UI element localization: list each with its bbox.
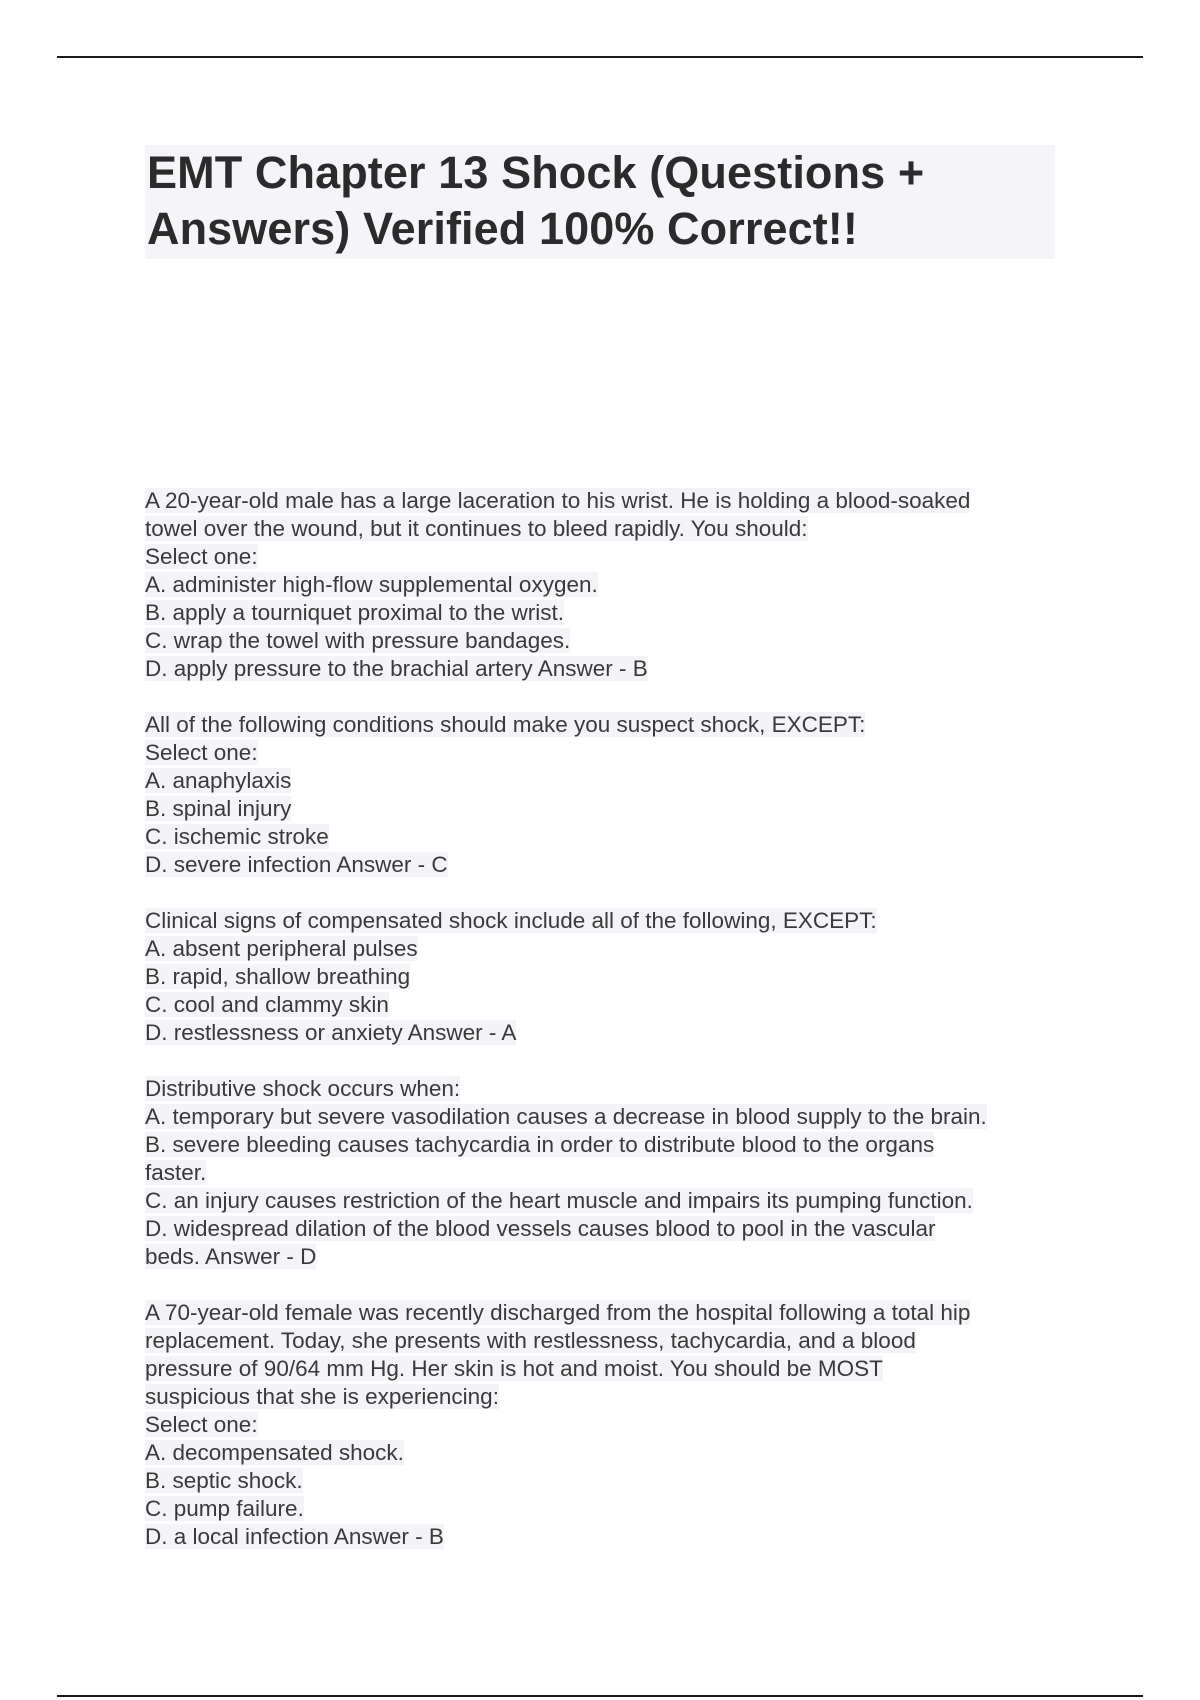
question-text-line: [145, 739, 1055, 767]
question-block: [145, 711, 1055, 879]
question-text: replacement. Today, she presents with restlessness, tachycardia, and a blood: [145, 1328, 916, 1353]
question-block: [145, 907, 1055, 1047]
question-text: towel over the wound, but it continues to bleed rapidly. You should:: [145, 516, 808, 541]
question-text: B. rapid, shallow breathing: [145, 964, 411, 989]
question-text: B. severe bleeding causes tachycardia in order to distribute blood to the organs: [145, 1132, 935, 1157]
question-text-line: [145, 1103, 1055, 1131]
question-text: B. septic shock.: [145, 1468, 303, 1493]
question-text-line: [145, 599, 1055, 627]
question-text: C. wrap the towel with pressure bandages.: [145, 628, 571, 653]
question-text: A. decompensated shock.: [145, 1440, 404, 1465]
question-text: A. absent peripheral pulses: [145, 936, 418, 961]
question-text-line: [145, 1467, 1055, 1495]
question-text: suspicious that she is experiencing:: [145, 1384, 499, 1409]
question-text: pressure of 90/64 mm Hg. Her skin is hot and moist. You should be MOST: [145, 1356, 883, 1381]
question-text: Distributive shock occurs when:: [145, 1076, 461, 1101]
question-text-line: [145, 963, 1055, 991]
title-line-1: EMT Chapter 13 Shock (Questions +: [147, 147, 925, 198]
question-text: Select one:: [145, 544, 258, 569]
question-text: C. an injury causes restriction of the heart muscle and impairs its pumping function.: [145, 1188, 973, 1213]
question-text: B. spinal injury: [145, 796, 292, 821]
question-text-line: [145, 851, 1055, 879]
document-title: [145, 145, 1055, 259]
question-text-line: [145, 795, 1055, 823]
question-text-line: [145, 1243, 1055, 1271]
question-text-line: [145, 1383, 1055, 1411]
question-text-line: [145, 1327, 1055, 1355]
question-text: faster.: [145, 1160, 207, 1185]
question-text: beds. Answer - D: [145, 1244, 317, 1269]
question-text: D. a local infection Answer - B: [145, 1524, 444, 1549]
question-text: Select one:: [145, 740, 258, 765]
question-text-line: [145, 1159, 1055, 1187]
question-list: [145, 487, 1055, 1551]
question-text-line: [145, 543, 1055, 571]
question-text: A. anaphylaxis: [145, 768, 292, 793]
question-text-line: [145, 571, 1055, 599]
title-line-2: Answers) Verified 100% Correct!!: [147, 203, 858, 254]
document-body: [145, 145, 1055, 1579]
question-text-line: [145, 935, 1055, 963]
question-text: C. pump failure.: [145, 1496, 304, 1521]
question-text-line: [145, 1355, 1055, 1383]
question-text-line: [145, 627, 1055, 655]
question-text: Select one:: [145, 1412, 258, 1437]
question-text-line: [145, 655, 1055, 683]
question-text: B. apply a tourniquet proximal to the wrist.: [145, 600, 564, 625]
question-block: [145, 1075, 1055, 1271]
top-rule: [57, 56, 1143, 58]
question-text: C. ischemic stroke: [145, 824, 329, 849]
question-text-line: [145, 487, 1055, 515]
question-text-line: [145, 515, 1055, 543]
question-block: [145, 487, 1055, 683]
question-text: D. widespread dilation of the blood vessels causes blood to pool in the vascular: [145, 1216, 936, 1241]
question-text: D. apply pressure to the brachial artery Answer - B: [145, 656, 648, 681]
question-text-line: [145, 1131, 1055, 1159]
question-text-line: [145, 711, 1055, 739]
question-text: A. temporary but severe vasodilation causes a decrease in blood supply to the brain.: [145, 1104, 987, 1129]
question-text: A 20-year-old male has a large laceration to his wrist. He is holding a blood-soaked: [145, 488, 971, 513]
question-text-line: [145, 823, 1055, 851]
question-text-line: [145, 767, 1055, 795]
question-text-line: [145, 1075, 1055, 1103]
question-text: A. administer high-flow supplemental oxygen.: [145, 572, 598, 597]
question-text-line: [145, 1019, 1055, 1047]
question-text: A 70-year-old female was recently discharged from the hospital following a total hip: [145, 1300, 971, 1325]
question-text-line: [145, 1215, 1055, 1243]
question-text-line: [145, 1495, 1055, 1523]
question-text: D. restlessness or anxiety Answer - A: [145, 1020, 517, 1045]
question-text: Clinical signs of compensated shock include all of the following, EXCEPT:: [145, 908, 877, 933]
question-text-line: [145, 1523, 1055, 1551]
question-text-line: [145, 1439, 1055, 1467]
question-text-line: [145, 1187, 1055, 1215]
question-text: D. severe infection Answer - C: [145, 852, 448, 877]
question-text-line: [145, 1299, 1055, 1327]
question-text-line: [145, 907, 1055, 935]
question-text: All of the following conditions should make you suspect shock, EXCEPT:: [145, 712, 866, 737]
bottom-rule: [57, 1695, 1143, 1697]
question-text-line: [145, 991, 1055, 1019]
question-block: [145, 1299, 1055, 1551]
question-text: C. cool and clammy skin: [145, 992, 389, 1017]
question-text-line: [145, 1411, 1055, 1439]
